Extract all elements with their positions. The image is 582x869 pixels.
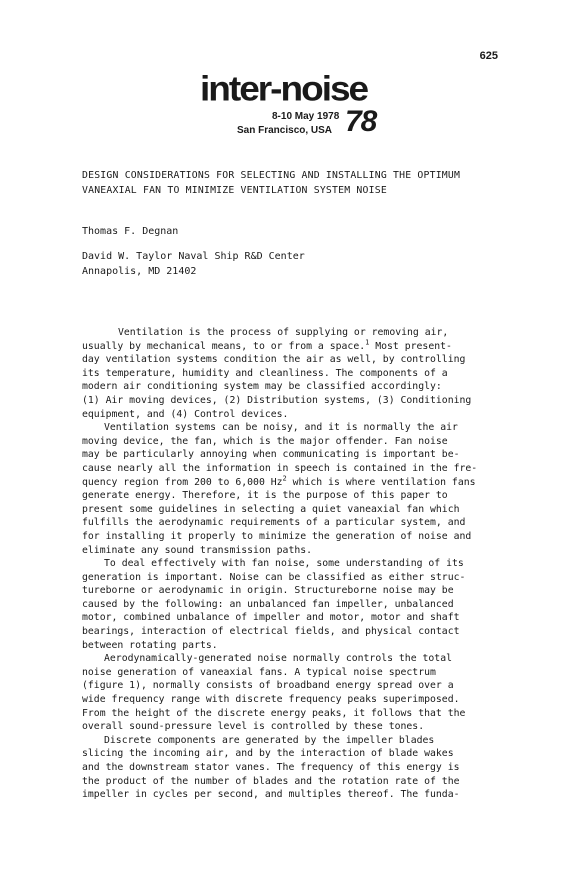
paragraph-1 — [82, 326, 502, 421]
text-line: the product of the number of blades and the rotation rate of the — [82, 775, 460, 787]
text-line: tureborne or aerodynamic in origin. Structureborne noise may be — [82, 585, 454, 597]
text-line: quency region from 200 to 6,000 Hz$^2$ which is where ventilation fans — [82, 474, 476, 488]
text-line: To deal effectively with fan noise, some understanding of its — [104, 558, 464, 570]
text-line: caused by the following: an unbalanced fan impeller, unbalanced — [82, 598, 454, 610]
logo-wordmark: inter-noise — [200, 69, 368, 108]
paragraph-5 — [82, 734, 502, 802]
paragraph-4 — [82, 652, 502, 734]
text-line: Ventilation is the process of supplying or removing air, — [118, 327, 449, 338]
text-line: noise generation of vaneaxial fans. A typical noise spectrum — [82, 666, 436, 678]
paper-title — [82, 168, 512, 198]
text-line: may be particularly annoying when communicating is important be- — [82, 449, 460, 461]
text-line: slicing the incoming air, and by the interaction of blade wakes — [82, 748, 454, 760]
text-line: eliminate any sound transmission paths. — [82, 544, 313, 556]
text-line: for installing it properly to minimize the generation of noise and — [82, 530, 472, 542]
page-number: 625 — [479, 50, 498, 62]
text-line: cause nearly all the information in speech is contained in the fre- — [82, 462, 478, 474]
conference-logo — [200, 70, 385, 140]
text-line: Ventilation systems can be noisy, and it is normally the air — [104, 422, 458, 434]
text-line: present some guidelines in selecting a quiet vaneaxial fan which — [82, 503, 460, 515]
text-line: fulfills the aerodynamic requirements of a particular system, and — [82, 517, 466, 529]
paragraph-3 — [82, 557, 502, 652]
affiliation-line: David W. Taylor Naval Ship R&D Center — [82, 251, 305, 262]
text-line: equipment, and (4) Control devices. — [82, 408, 289, 420]
text-line: Discrete components are generated by the impeller blades — [104, 734, 435, 746]
paragraph-2 — [82, 421, 502, 557]
author-name: Thomas F. Degnan — [82, 226, 179, 237]
title-line: DESIGN CONSIDERATIONS FOR SELECTING AND INSTALLING THE OPTIMUM — [82, 170, 461, 181]
text-line: bearings, interaction of electrical fields, and physical contact — [82, 626, 460, 638]
text-line: generate energy. Therefore, it is the purpose of this paper to — [82, 490, 448, 502]
text-line: motor, combined unbalance of impeller and motor, motor and shaft — [82, 612, 460, 624]
footnote-ref: 2 — [282, 474, 287, 483]
logo-year: 78 — [345, 105, 377, 138]
text-line: wide frequency range with discrete frequency peaks superimposed. — [82, 694, 460, 706]
text-line: From the height of the discrete energy peaks, it follows that the — [82, 707, 466, 719]
text-line: overall sound-pressure level is controlled by these tones. — [82, 721, 425, 733]
title-line: VANEAXIAL FAN TO MINIMIZE VENTILATION SYSTEM NOISE — [82, 185, 387, 196]
text-line: its temperature, humidity and cleanliness. The components of a — [82, 367, 448, 379]
text-line: (1) Air moving devices, (2) Distribution systems, (3) Conditioning — [82, 394, 472, 406]
author-affiliation — [82, 249, 305, 279]
logo-location: San Francisco, USA — [237, 125, 333, 136]
text-line: day ventilation systems condition the air as well, by controlling — [82, 354, 466, 366]
text-line: modern air conditioning system may be classified accordingly: — [82, 381, 442, 393]
footnote-ref: 1 — [365, 338, 370, 347]
text-line: Aerodynamically-generated noise normally controls the total — [104, 653, 452, 665]
affiliation-line: Annapolis, MD 21402 — [82, 266, 197, 277]
text-line: impeller in cycles per second, and multiples thereof. The funda- — [82, 789, 460, 801]
logo-dates: 8-10 May 1978 — [272, 111, 340, 122]
text-line: moving device, the fan, which is the major offender. Fan noise — [82, 435, 448, 447]
body-text — [82, 326, 502, 802]
text-line: usually by mechanical means, to or from a space.$^1$ Most present- — [82, 338, 452, 352]
text-line: between rotating parts. — [82, 639, 218, 651]
text-line: (figure 1), normally consists of broadband energy spread over a — [82, 680, 454, 692]
text-line: and the downstream stator vanes. The frequency of this energy is — [82, 762, 460, 773]
text-line: generation is important. Noise can be classified as either struc- — [82, 571, 466, 583]
